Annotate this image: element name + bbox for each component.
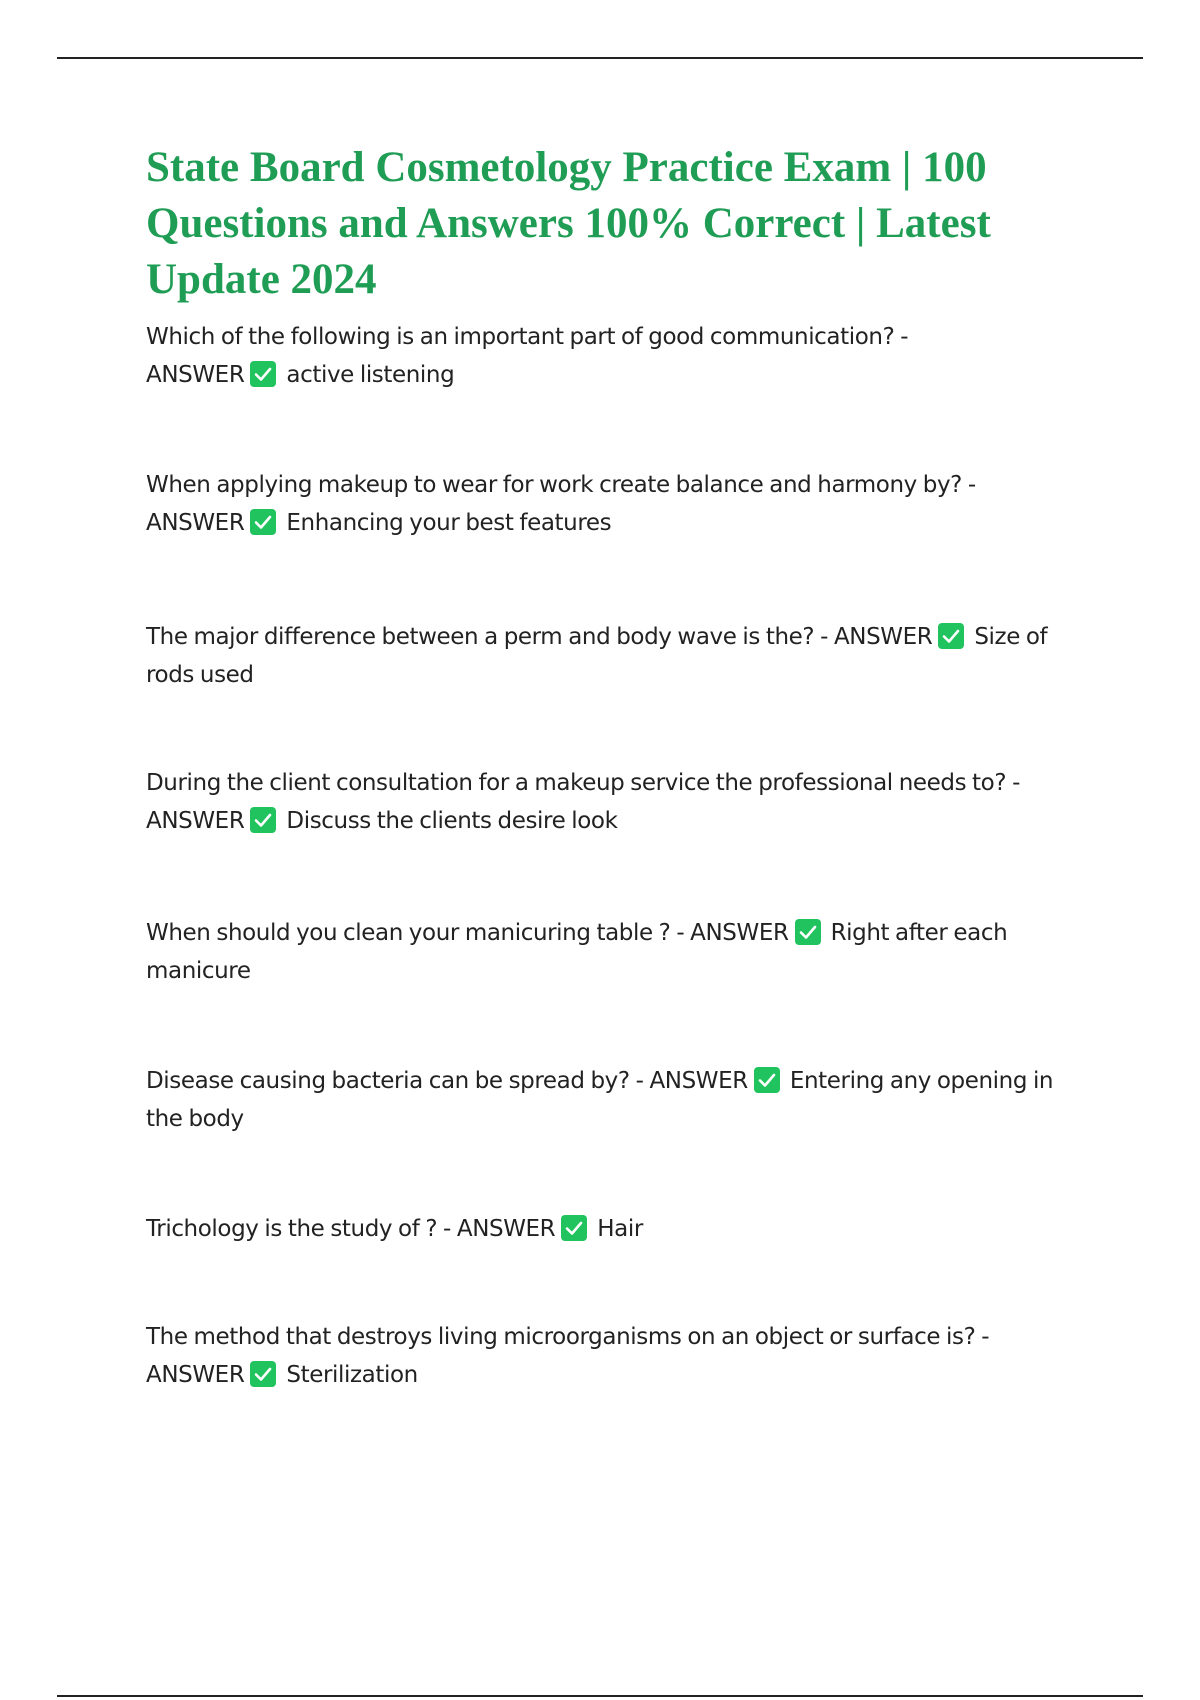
qa-item xyxy=(146,466,1086,542)
answer-text: Enhancing your best features xyxy=(286,510,612,536)
answer-text: Entering any opening in the body xyxy=(146,1068,1054,1132)
answer-text: Right after each manicure xyxy=(146,920,1008,984)
question-text: Which of the following is an important part of good communication? - xyxy=(146,324,909,350)
bottom-rule xyxy=(57,1695,1143,1697)
checkmark-icon xyxy=(250,361,276,387)
answer-text: Hair xyxy=(597,1216,643,1242)
checkmark-icon xyxy=(561,1215,587,1241)
answer-label: ANSWER xyxy=(690,920,789,946)
qa-item xyxy=(146,318,1086,394)
top-rule xyxy=(57,57,1143,59)
document-title: State Board Cosmetology Practice Exam | 100 Questions and Answers 100% Correct | Latest Update 2024 xyxy=(146,144,991,303)
checkmark-icon xyxy=(795,919,821,945)
answer-label: ANSWER xyxy=(146,362,245,388)
question-text: Disease causing bacteria can be spread by? - xyxy=(146,1068,644,1094)
qa-item xyxy=(146,914,1086,990)
answer-text: Discuss the clients desire look xyxy=(286,808,618,834)
answer-text: Sterilization xyxy=(286,1362,418,1388)
answer-label: ANSWER xyxy=(146,808,245,834)
document-body xyxy=(146,140,1086,1388)
answer-label: ANSWER xyxy=(146,510,245,536)
checkmark-icon xyxy=(250,509,276,535)
answer-label: ANSWER xyxy=(833,624,933,650)
answer-text: Size of rods used xyxy=(146,624,1048,688)
checkmark-icon xyxy=(754,1067,780,1093)
checkmark-icon xyxy=(250,807,276,833)
question-text: When should you clean your manicuring table ? - xyxy=(146,920,685,946)
question-text: The major difference between a perm and body wave is the? - xyxy=(146,624,829,650)
question-text: The method that destroys living microorganisms on an object or surface is? - xyxy=(146,1324,990,1350)
checkmark-icon xyxy=(250,1361,276,1387)
question-text: When applying makeup to wear for work create balance and harmony by? - xyxy=(146,472,976,498)
qa-item xyxy=(146,1062,1086,1138)
answer-label: ANSWER xyxy=(649,1068,748,1094)
answer-label: ANSWER xyxy=(146,1362,245,1388)
question-text: During the client consultation for a makeup service the professional needs to? - xyxy=(146,770,1020,796)
answer-text: active listening xyxy=(286,362,455,388)
answer-label: ANSWER xyxy=(456,1216,556,1242)
checkmark-icon xyxy=(938,623,964,649)
qa-item xyxy=(146,764,1086,840)
qa-item xyxy=(146,618,1086,694)
qa-item xyxy=(146,1210,1086,1248)
question-text: Trichology is the study of ? - xyxy=(146,1216,451,1242)
qa-item xyxy=(146,1318,1086,1394)
